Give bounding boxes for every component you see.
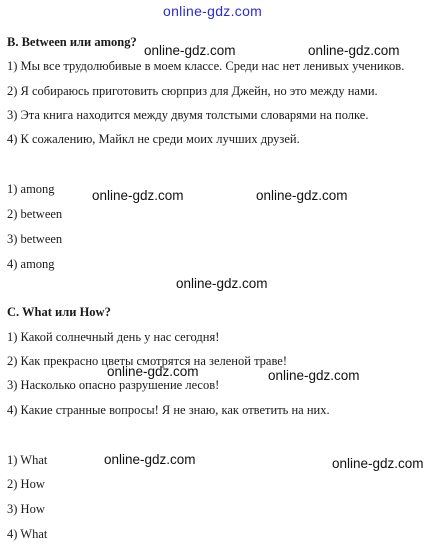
section-b-answer-3: 3) between bbox=[7, 232, 63, 246]
section-c-answer-4: 4) What bbox=[7, 527, 48, 541]
section-b-sentence-3: 3) Эта книга находится между двумя толстыми словарями на полке. bbox=[7, 108, 369, 122]
watermark: online-gdz.com bbox=[308, 43, 400, 58]
section-c-sentence-2: 2) Как прекрасно цветы смотрятся на зеленой траве! bbox=[7, 354, 288, 368]
section-b-answer-4: 4) among bbox=[7, 257, 55, 271]
watermark-top: online-gdz.com bbox=[163, 3, 263, 19]
watermark: online-gdz.com bbox=[268, 368, 360, 383]
section-b-sentence-1: 1) Мы все трудолюбивые в моем классе. Среди нас нет ленивых учеников. bbox=[7, 59, 405, 73]
watermark: online-gdz.com bbox=[256, 188, 348, 203]
section-c-answer-1: 1) What bbox=[7, 453, 48, 467]
section-c-answer-3: 3) How bbox=[7, 502, 45, 516]
watermark: online-gdz.com bbox=[332, 456, 424, 471]
section-c-sentence-4: 4) Какие странные вопросы! Я не знаю, как ответить на них. bbox=[7, 403, 330, 417]
watermark: online-gdz.com bbox=[176, 276, 268, 291]
section-b-sentence-2: 2) Я собираюсь приготовить сюрприз для Джейн, но это между нами. bbox=[7, 84, 378, 98]
section-b-sentence-4: 4) К сожалению, Майкл не среди моих лучших друзей. bbox=[7, 132, 300, 146]
section-c-sentence-3: 3) Насколько опасно разрушение лесов! bbox=[7, 378, 220, 392]
section-b-answer-1: 1) among bbox=[7, 182, 55, 196]
section-c-sentence-1: 1) Какой солнечный день у нас сегодня! bbox=[7, 330, 220, 344]
section-b-heading: B. Between или among? bbox=[7, 35, 137, 49]
section-b-answer-2: 2) between bbox=[7, 207, 63, 221]
section-c-answer-2: 2) How bbox=[7, 477, 45, 491]
watermark: online-gdz.com bbox=[104, 452, 196, 467]
watermark: online-gdz.com bbox=[144, 43, 236, 58]
watermark: online-gdz.com bbox=[107, 364, 199, 379]
watermark: online-gdz.com bbox=[92, 188, 184, 203]
section-c-heading: C. What или How? bbox=[7, 305, 111, 319]
